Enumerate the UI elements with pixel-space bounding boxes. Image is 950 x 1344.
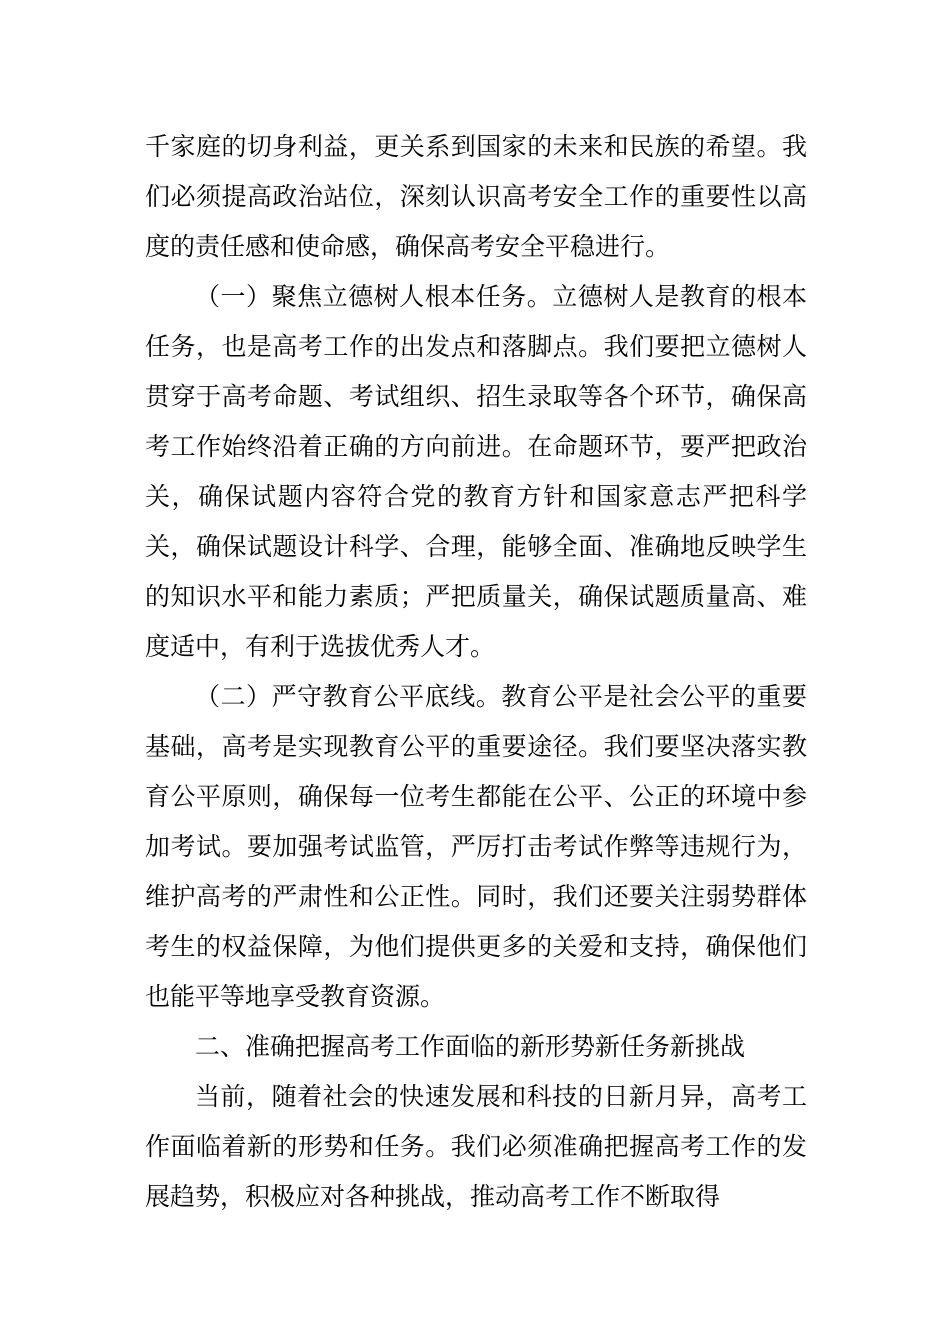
section-heading: 二、准确把握高考工作面临的新形势新任务新挑战: [195, 1032, 746, 1061]
document-body: [145, 122, 807, 1222]
paragraph-current-situation: 当前，随着社会的快速发展和科技的日新月异，高考工作面临着新的形势和任务。我们必须准确把握高考工作的发展趋势，积极应对各种挑战，推动高考工作不断取得: [145, 1082, 807, 1211]
paragraph-continuation: 千家庭的切身利益，更关系到国家的未来和民族的希望。我们必须提高政治站位，深刻认识高考安全工作的重要性以高度的责任感和使命感，确保高考安全平稳进行。: [145, 132, 807, 261]
paragraph-section-two: （二）严守教育公平底线。教育公平是社会公平的重要基础，高考是实现教育公平的重要途径。我们要坚决落实教育公平原则，确保每一位考生都能在公平、公正的环境中参加考试。要加强考试监管，严厉打击考试作弊等违规行为，维护高考的严肃性和公正性。同时，我们还要关注弱势群体考生的权益保障，为他们提供更多的关爱和支持，确保他们也能平等地享受教育资源。: [145, 682, 807, 1011]
paragraph-section-one: （一）聚焦立德树人根本任务。立德树人是教育的根本任务，也是高考工作的出发点和落脚点。我们要把立德树人贯穿于高考命题、考试组织、招生录取等各个环节，确保高考工作始终沿着正确的方向前进。在命题环节，要严把政治关，确保试题内容符合党的教育方针和国家意志严把科学关，确保试题设计科学、合理，能够全面、准确地反映学生的知识水平和能力素质；严把质量关，确保试题质量高、难度适中，有利于选拔优秀人才。: [145, 282, 807, 661]
